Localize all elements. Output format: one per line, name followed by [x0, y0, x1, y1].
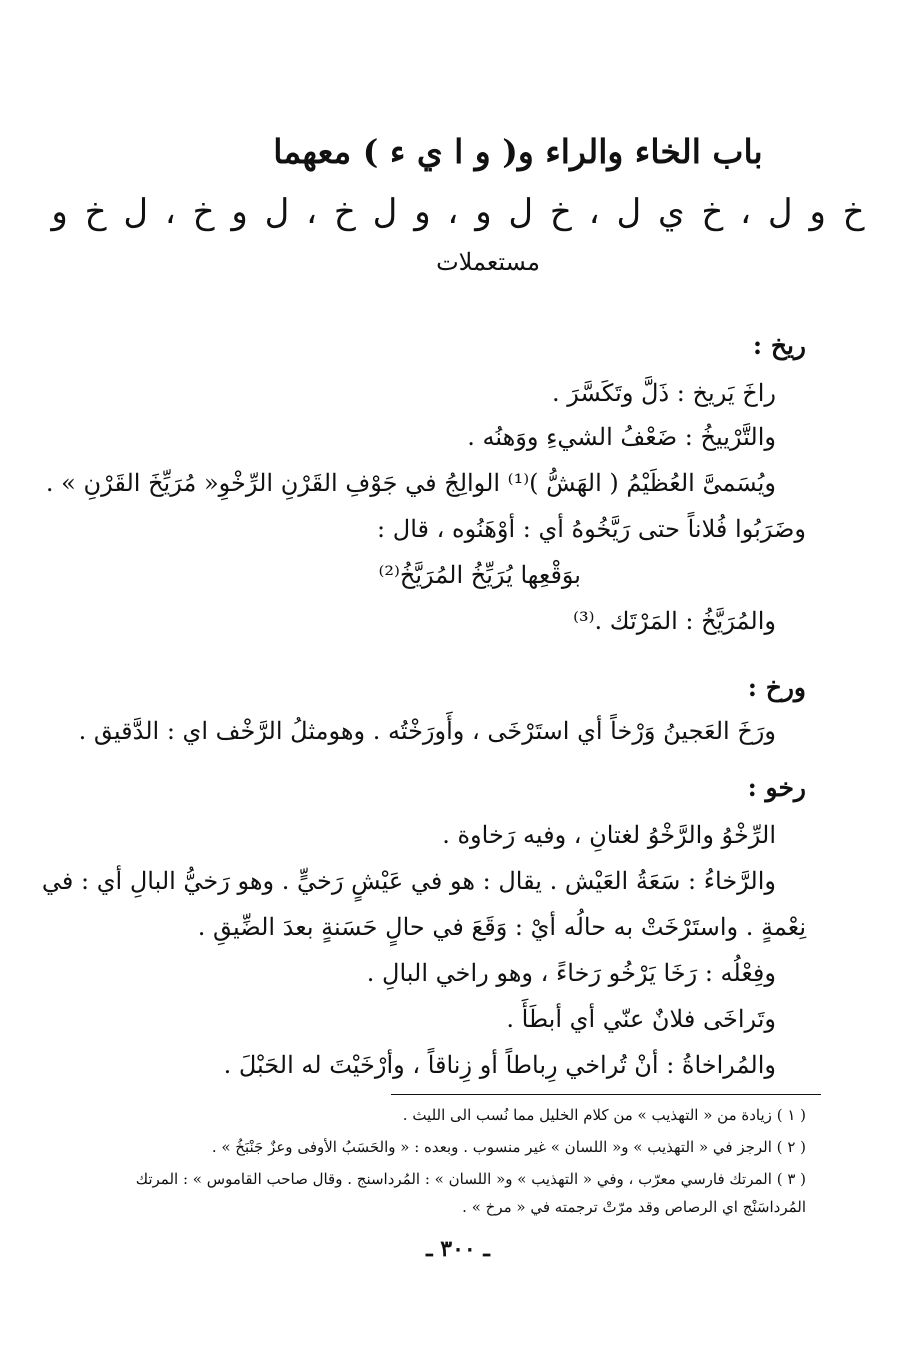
entry-line: نِعْمةٍ . واستَرْخَتْ به حالُه أيْ : وَقَعَ في حالٍ حَسَنةٍ بعدَ الضِّيقِ . — [197, 913, 806, 941]
entry-line: ورَخَ العَجينُ وَرْخاً أي استَرْخَى ، وأَورَخْتُه . وهومثلُ الرَّخْف اي : الدَّقيق . — [78, 717, 776, 745]
footnote: المُرداسَنْج اي الرصاص وقد مرّتْ ترجمته في « مرخ » . — [462, 1198, 806, 1216]
entry-headword-rikh: ريخ : — [752, 331, 806, 360]
entry-headword-warakh: ورخ : — [747, 673, 806, 702]
footnote: ( ٢ ) الرجز في « التهذيب » و« اللسان » غير منسوب . وبعده : « والحَسَبُ الأوفى وعزٌ جَنْبَخُ » . — [211, 1138, 806, 1156]
entry-line: وفِعْلُه : رَخَا يَرْخُو رَخاءً ، وهو راخي البالِ . — [366, 959, 776, 987]
chapter-title: باب الخاء والراء و( و ا ي ء ) معهما — [273, 132, 763, 171]
footnote: ( ٣ ) المرتك فارسي معرّب ، وفي « التهذيب » و« اللسان » : المُرداسنج . وقال صاحب القاموس » : المرتك — [135, 1170, 806, 1188]
entry-line: وتَراخَى فلانٌ عنّي أي أبطَأَ . — [506, 1005, 776, 1033]
verse-line: بوَقْعِها يُرَيِّخُ المُرَيَّخُ⁽²⁾ — [378, 561, 581, 589]
entry-headword-rakhw: رخو : — [747, 773, 806, 802]
entry-line: والتَّرْييخُ : ضَعْفُ الشيءِ ووَهنُه . — [467, 423, 776, 451]
letter-sequence: خ و ل ، خ ي ل ، خ ل و ، و ل خ ، ل و خ ، ل خ و — [51, 192, 865, 232]
footnote: ( ١ ) زيادة من « التهذيب » من كلام الخليل مما نُسب الى الليث . — [402, 1106, 806, 1124]
entry-line: ويُسَمىَّ العُظَيْمُ ( الهَشُّ )⁽¹⁾ الوالِجُ في جَوْفِ القَرْنِ الرِّخْوِ« مُرَيِّخَ القَرْنِ » . — [45, 469, 776, 497]
entry-line: الرِّخْوُ والرَّخْوُ لغتانِ ، وفيه رَخاوة . — [442, 821, 776, 849]
entry-line: والمُراخاةُ : أنْ تُراخي رِباطاً أو زِناقاً ، وأرْخَيْتَ له الحَبْلَ . — [223, 1051, 776, 1079]
entry-line: وضَرَبُوا فُلاناً حتى رَيَّخُوهُ أي : أوْهَنُوه ، قال : — [377, 515, 806, 543]
entry-line: والرَّخاءُ : سَعَةُ العَيْش . يقال : هو في عَيْشٍ رَخيٍّ . وهو رَخيُّ البالِ أي : في — [41, 867, 776, 895]
footnote-divider — [391, 1094, 821, 1095]
entry-line: راخَ يَريخ : ذَلَّ وتَكَسَّرَ . — [551, 379, 776, 407]
page-number: ـ ٣٠٠ ـ — [426, 1236, 490, 1262]
used-label: مستعملات — [436, 248, 540, 276]
entry-line: والمُرَيَّخُ : المَرْتَك .⁽³⁾ — [573, 607, 776, 635]
